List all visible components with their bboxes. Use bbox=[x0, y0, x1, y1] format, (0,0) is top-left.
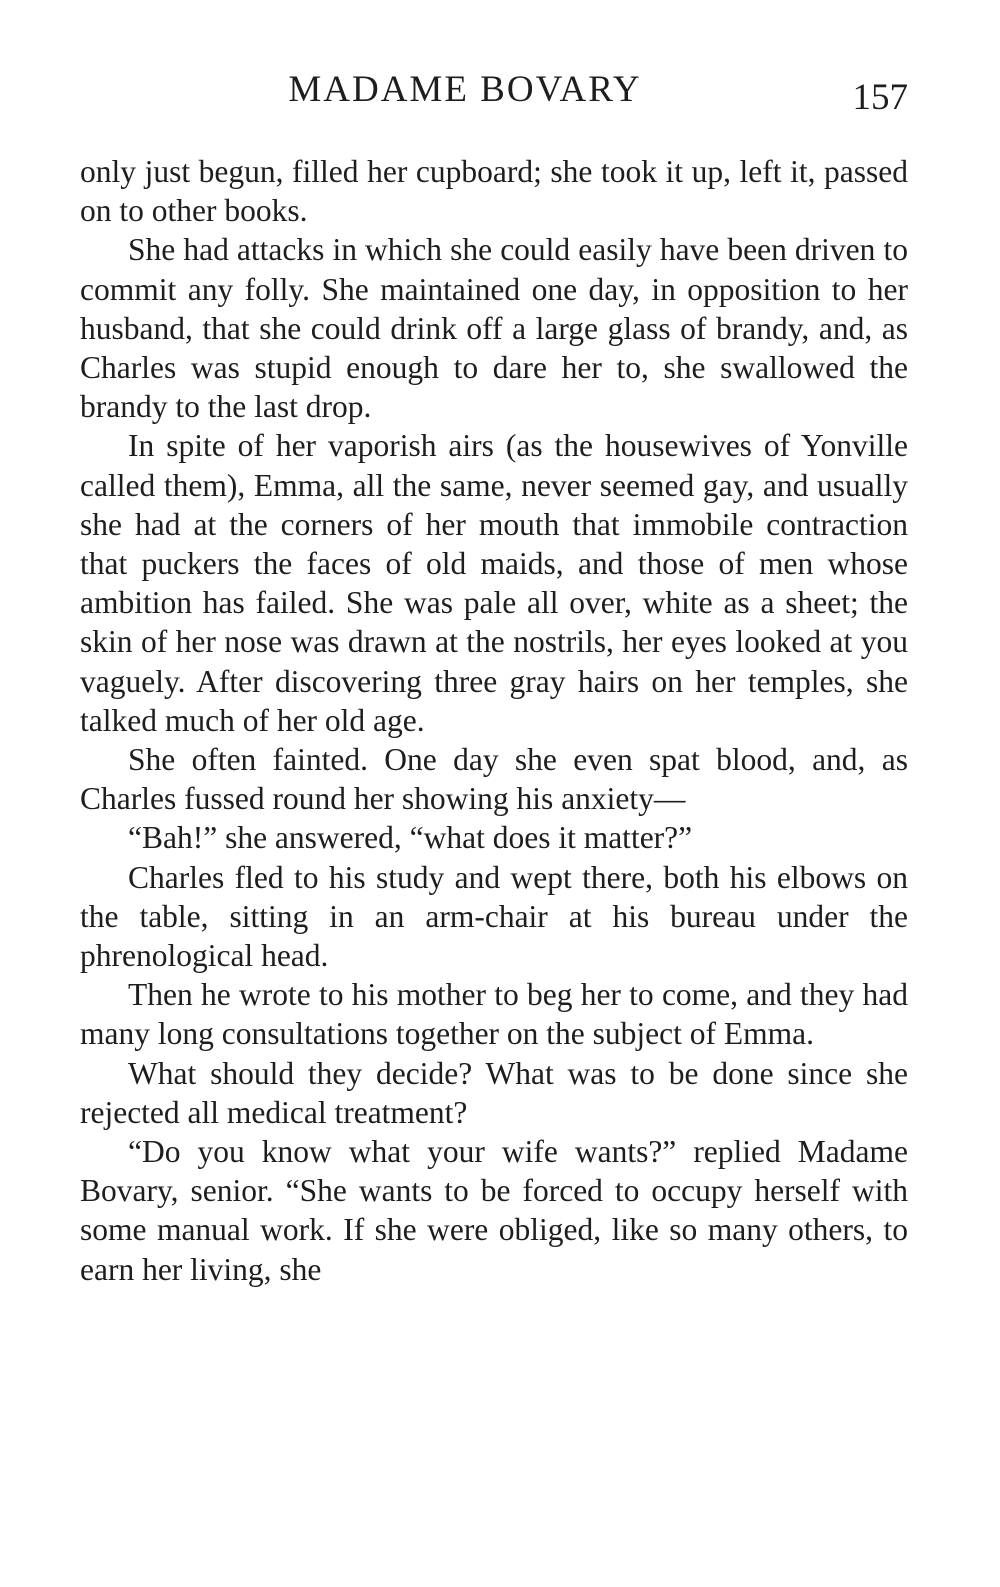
paragraph: “Do you know what your wife wants?” replied Madame Bovary, senior. “She wants to be forced to occupy herself with some manual work. If she were obliged, like so many others, to earn her living, she bbox=[80, 1134, 908, 1287]
paragraph: “Bah!” she answered, “what does it matter?” bbox=[128, 820, 693, 856]
paragraph: She had attacks in which she could easily have been driven to commit any folly. She maintained one day, in opposition to her husband, that she could drink off a large glass of brandy, and, as Charles was stupid enough to dare her to, she swallowed the brandy to the last drop. bbox=[80, 232, 908, 425]
paragraph: In spite of her vaporish airs (as the housewives of Yonville called them), Emma, all the same, never seemed gay, and usually she had at the corners of her mouth that immobile contraction that puckers the faces of old maids, and those of men whose ambition has failed. She was pale all over, white as a sheet; the skin of her nose was drawn at the nostrils, her eyes looked at you vaguely. After discovering three gray hairs on her temples, she talked much of her old age. bbox=[80, 428, 908, 738]
paragraph: only just begun, filled her cupboard; she took it up, left it, passed on to other books. bbox=[80, 154, 908, 229]
running-head bbox=[80, 64, 908, 124]
book-page bbox=[80, 64, 908, 1289]
paragraph: What should they decide? What was to be done since she rejected all medical treatment? bbox=[80, 1055, 908, 1130]
paragraph: Then he wrote to his mother to beg her to come, and they had many long consultations together on the subject of Emma. bbox=[80, 977, 908, 1052]
paragraph: She often fainted. One day she even spat blood, and, as Charles fussed round her showing his anxiety— bbox=[80, 742, 908, 817]
running-title: MADAME BOVARY bbox=[288, 69, 642, 110]
page-number: 157 bbox=[852, 77, 908, 118]
paragraph: Charles fled to his study and wept there, both his elbows on the table, sitting in an arm-chair at his bureau under the phrenological head. bbox=[80, 859, 908, 974]
body-text bbox=[80, 152, 908, 1289]
